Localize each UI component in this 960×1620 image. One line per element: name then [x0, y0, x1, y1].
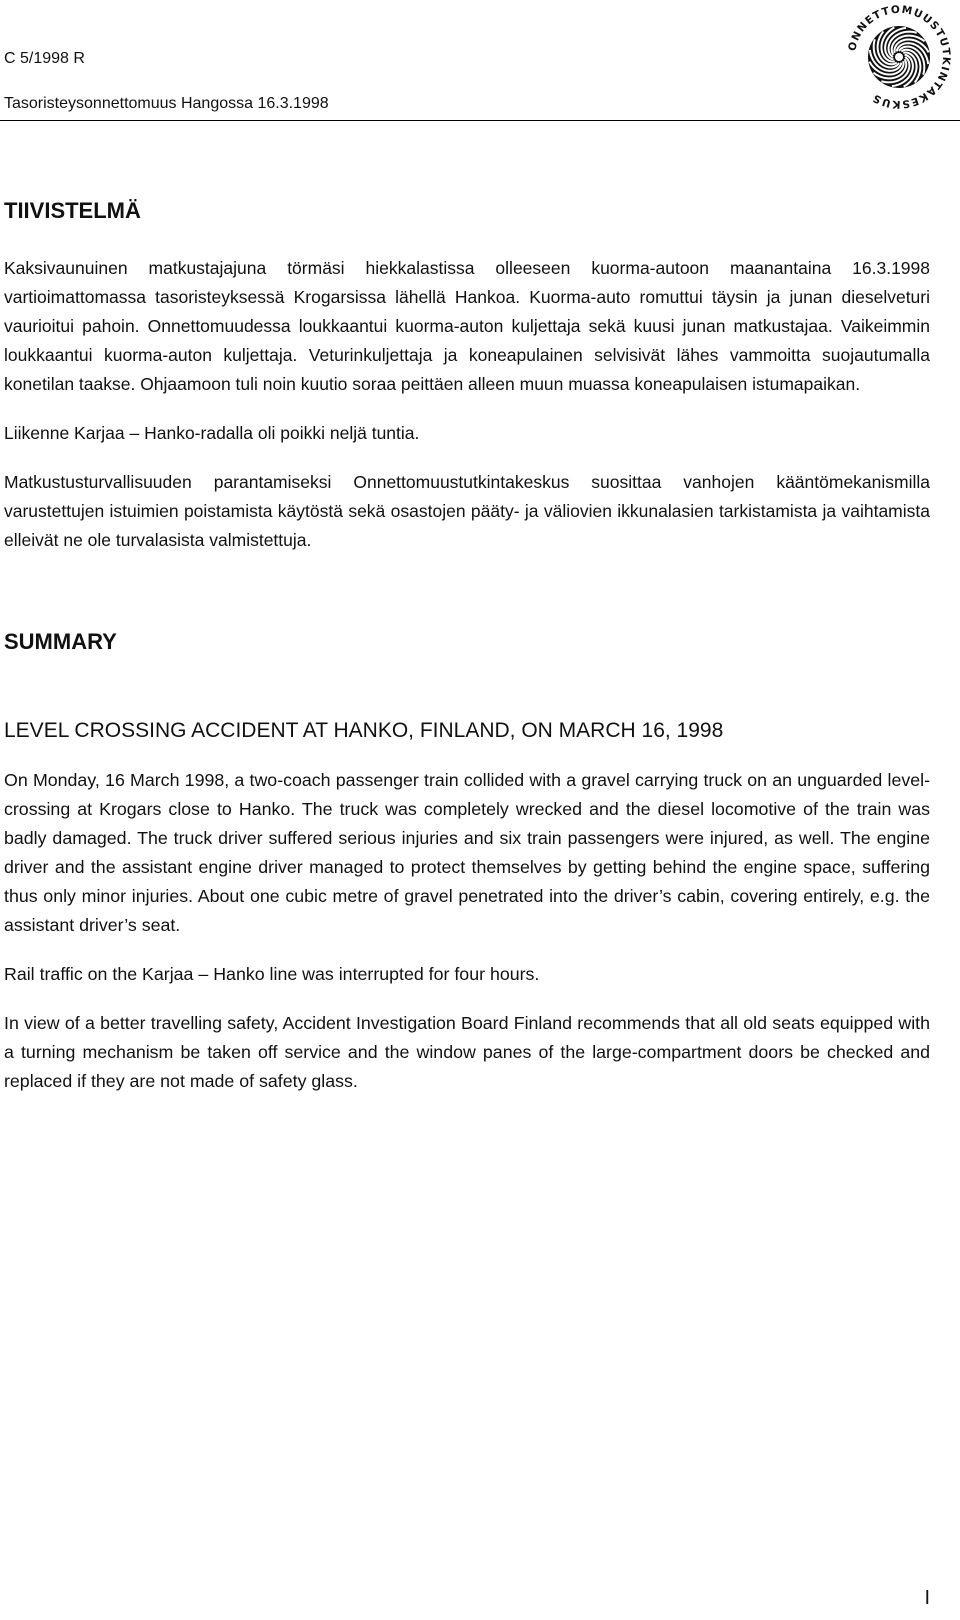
report-title: Tasoristeysonnettomuus Hangossa 16.3.1998 — [4, 95, 329, 112]
english-paragraph: Rail traffic on the Karjaa – Hanko line was interrupted for four hours. — [4, 964, 540, 984]
english-subtitle: LEVEL CROSSING ACCIDENT AT HANKO, FINLAND, ON MARCH 16, 1998 — [4, 719, 724, 742]
finnish-summary — [4, 196, 930, 555]
english-summary — [4, 627, 930, 1096]
main-content — [4, 196, 930, 1116]
header-divider — [0, 120, 960, 121]
logo-ring-text: ONNETTOMUUSTUTKINTAKESKUS — [846, 3, 953, 111]
accident-investigation-board-logo — [844, 2, 954, 112]
finnish-paragraph: Liikenne Karjaa – Hanko-radalla oli poikki neljä tuntia. — [4, 423, 420, 443]
english-paragraph: In view of a better travelling safety, Accident Investigation Board Finland recommends that all old seats equipped with a turning mechanism be taken off service and the window panes of the large-compartment doors be checked and replaced if they are not made of safety glass. — [4, 1013, 930, 1091]
finnish-body — [4, 254, 930, 555]
finnish-heading: TIIVISTELMÄ — [4, 198, 141, 223]
page-number: I — [924, 1587, 930, 1609]
report-code: C 5/1998 R — [4, 50, 85, 67]
english-paragraph: On Monday, 16 March 1998, a two-coach passenger train collided with a gravel carrying truck on an unguarded level-crossing at Krogars close to Hanko. The truck was completely wrecked and the diesel locomotive of the train was badly damaged. The truck driver suffered serious injuries and six train passengers were injured, as well. The engine driver and the assistant engine driver managed to protect themselves by getting behind the engine space, suffering thus only minor injuries. About one cubic metre of gravel penetrated into the driver’s cabin, covering entirely, e.g. the assistant driver’s seat. — [4, 770, 930, 935]
finnish-paragraph: Matkustusturvallisuuden parantamiseksi Onnettomuustutkintakeskus suosittaa vanhojen kääntömekanismilla varustettujen istuimien poistamista käytöstä sekä osastojen pääty- ja väliovien ikkunalasien tarkistamista ja vaihtamista elleivät ne ole turvalasista valmistettuja. — [4, 472, 930, 550]
finnish-paragraph: Kaksivaunuinen matkustajajuna törmäsi hiekkalastissa olleeseen kuorma-autoon maanantaina 16.3.1998 vartioimattomassa tasoristeyksessä Krogarsissa lähellä Hankoa. Kuorma-auto romuttui täysin ja junan dieselveturi vaurioitui pahoin. Onnettomuudessa loukkaantui kuorma-auton kuljettaja sekä kuusi junan matkustajaa. Vaikeimmin loukkaantui kuorma-auton kuljettaja. Veturinkuljettaja ja koneapulainen selvisivät lähes vammoitta suojautumalla konetilan taakse. Ohjaamoon tuli noin kuutio soraa peittäen alleen muun muassa koneapulaisen istumapaikan. — [4, 258, 930, 394]
english-body — [4, 766, 930, 1096]
english-heading: SUMMARY — [4, 629, 117, 654]
page-header — [0, 0, 960, 125]
